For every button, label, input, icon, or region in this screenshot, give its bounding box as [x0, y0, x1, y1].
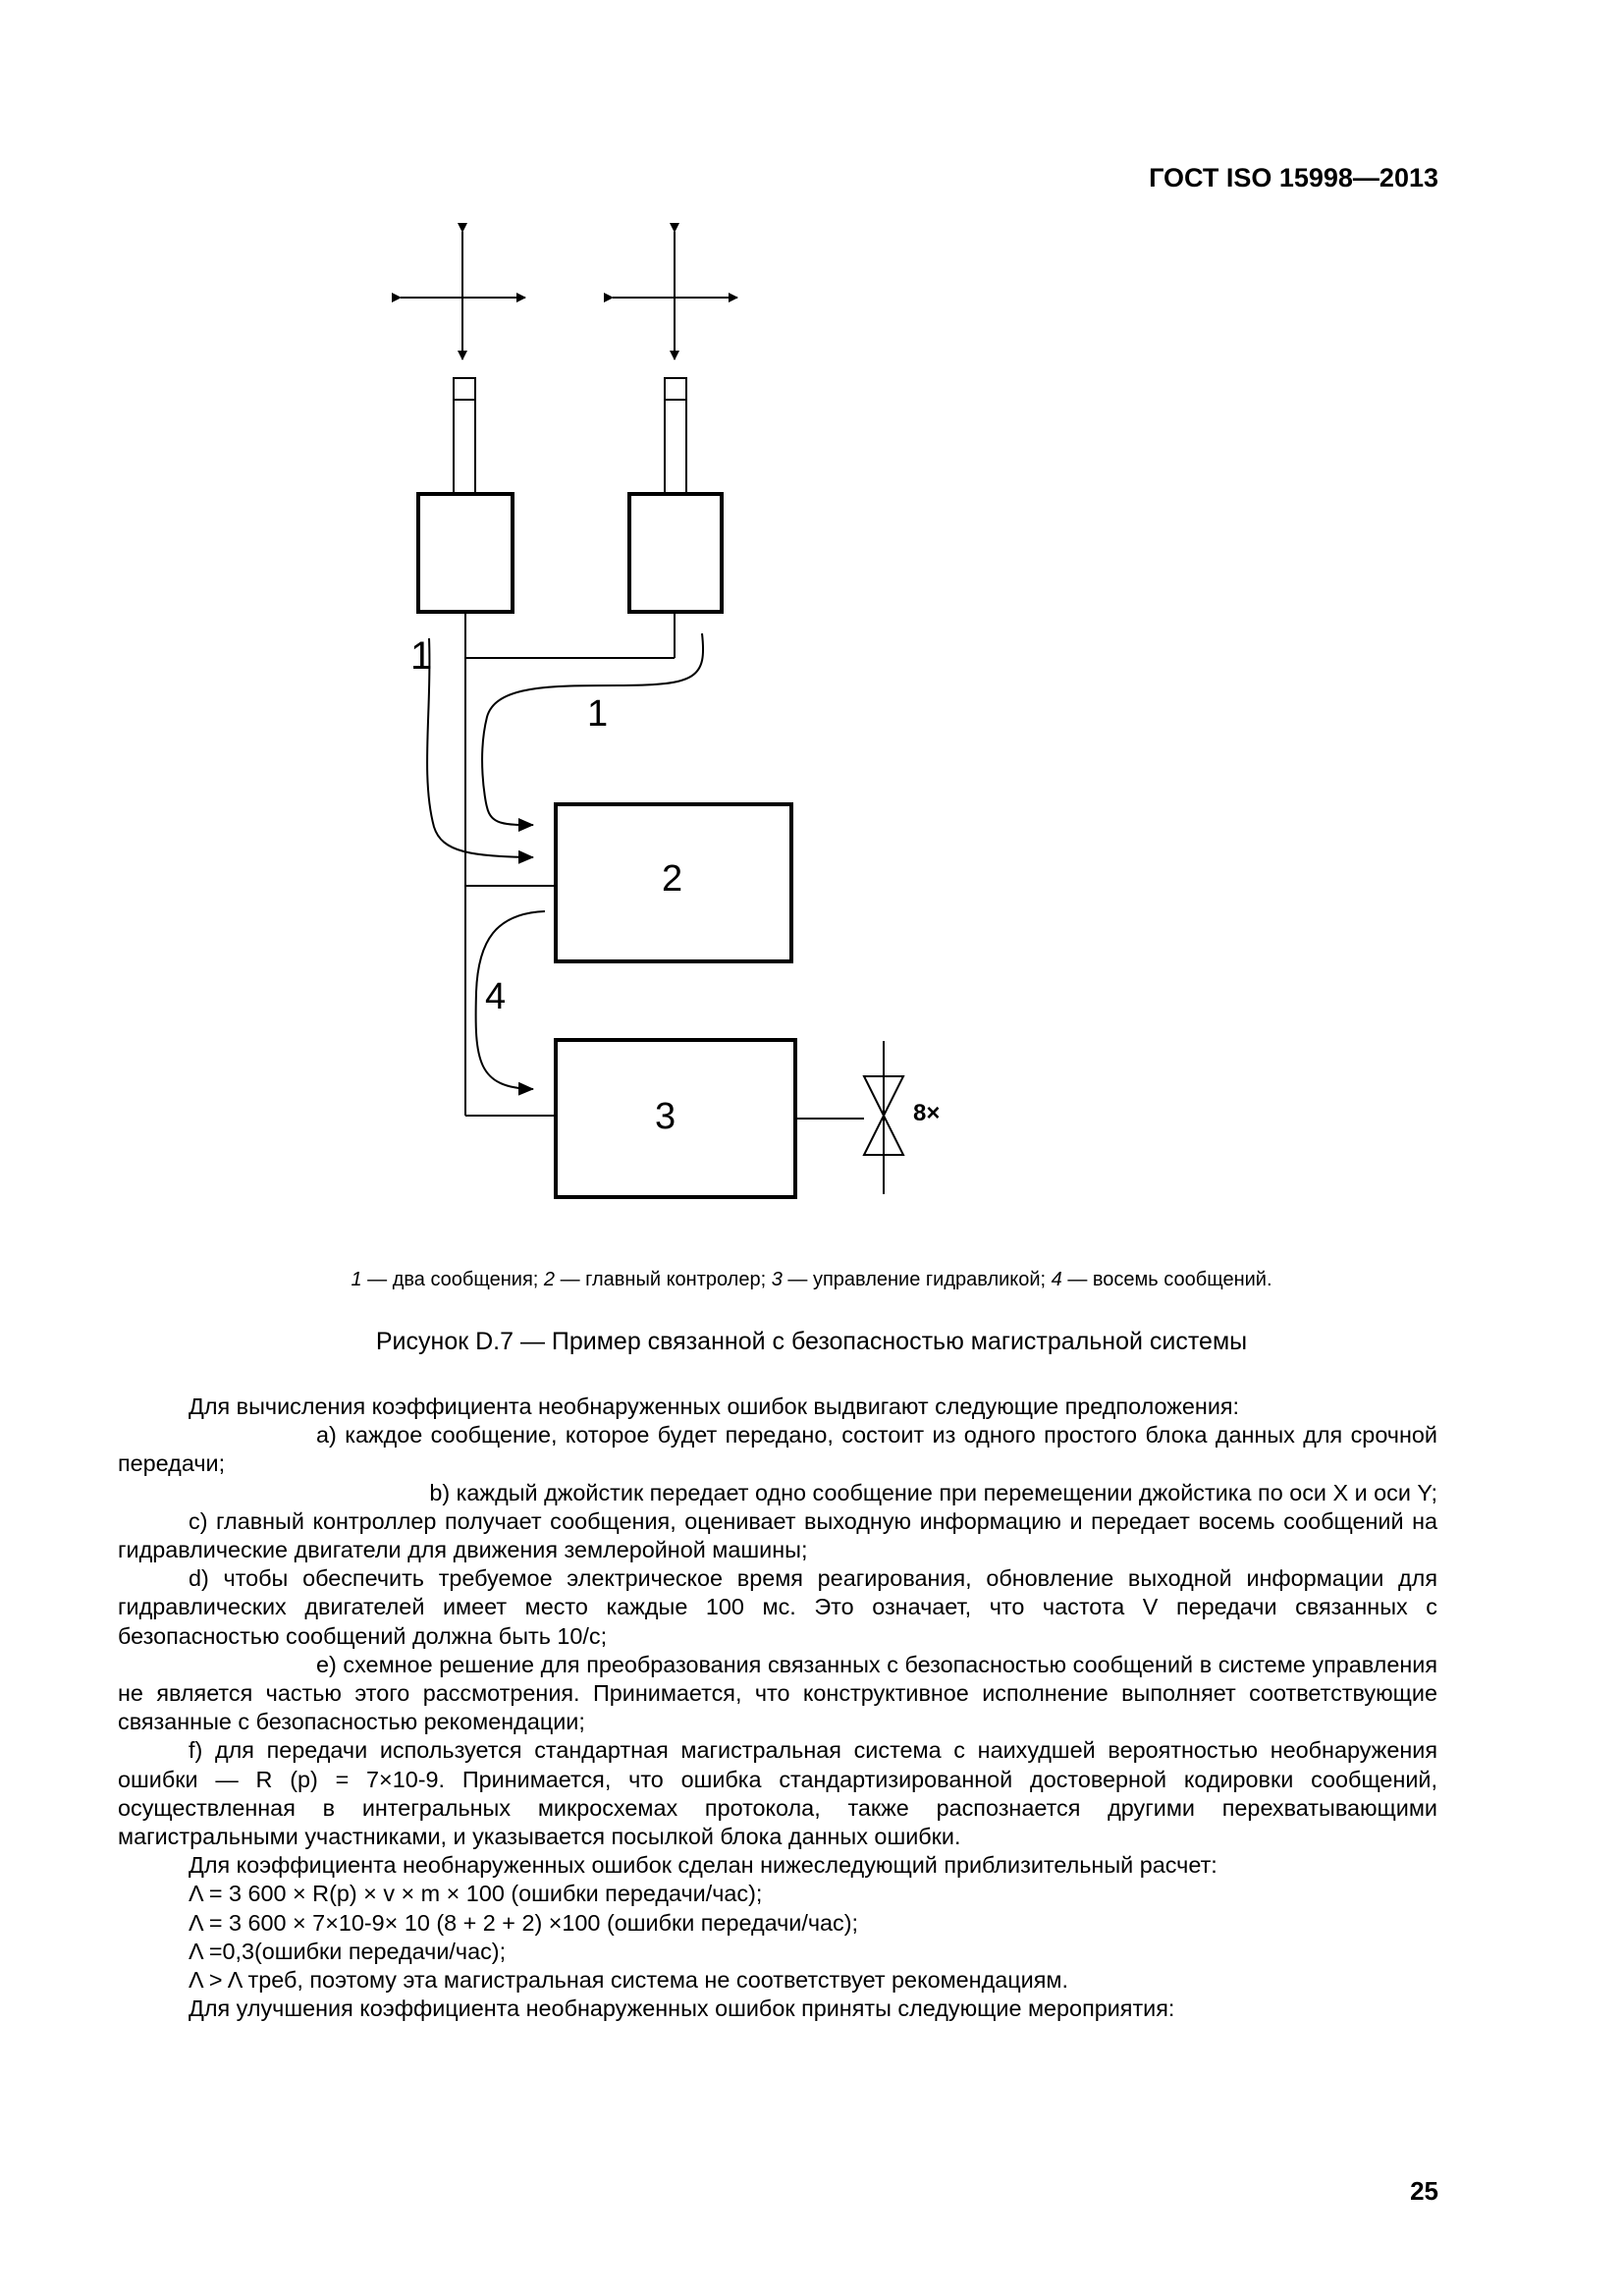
- formula-1: Λ = 3 600 × R(p) × v × m × 100 (ошибки передачи/час);: [189, 1881, 763, 1907]
- paragraph-final: Для улучшения коэффициента необнаруженных ошибок приняты следующие мероприятия:: [189, 1995, 1175, 2022]
- legend-num-1: 1: [351, 1269, 362, 1290]
- paragraph-a: a) каждое сообщение, которое будет передано, состоит из одного простого блока данных для срочной передачи;: [118, 1422, 1437, 1477]
- formula-3: Λ =0,3(ошибки передачи/час);: [189, 1938, 507, 1964]
- formula-2: Λ = 3 600 × 7×10-9× 10 (8 + 2 + 2) ×100 (ошибки передачи/час);: [189, 1909, 859, 1936]
- legend-text-1: — два сообщения;: [361, 1269, 544, 1290]
- paragraph-b: b) каждый джойстик передает одно сообщение при перемещении джойстика по оси X и оси Y;: [429, 1479, 1437, 1505]
- joystick-2: [629, 378, 722, 612]
- label-hydraulics-control: 3: [655, 1096, 676, 1137]
- page-number: 25: [1410, 2176, 1438, 2206]
- label-valve-count: 8×: [913, 1100, 941, 1126]
- formula-4: Λ > Λ треб, поэтому эта магистральная система не соответствует рекомендациям.: [189, 1967, 1068, 1994]
- legend-text-2: — главный контролер;: [555, 1269, 772, 1290]
- legend-text-3: — управление гидравликой;: [782, 1269, 1052, 1290]
- legend-text-4: — восемь сообщений.: [1061, 1269, 1272, 1290]
- label-two-messages-right: 1: [587, 693, 609, 735]
- label-two-messages-left: 1: [410, 634, 433, 678]
- legend-num-2: 2: [543, 1269, 556, 1290]
- hydraulic-valve-icon: [864, 1041, 903, 1194]
- body-text: [118, 1393, 1437, 2023]
- document-id: ГОСТ ISO 15998—2013: [1149, 163, 1438, 192]
- joystick-1-direction-arrows: [401, 232, 525, 359]
- legend-num-3: 3: [771, 1269, 783, 1290]
- figure-legend: [0, 1269, 1623, 1291]
- paragraph-c: c) главный контроллер получает сообщения, оценивает выходную информацию и передает восемь сообщений на гидравлические двигатели для движения землеройной машины;: [118, 1507, 1437, 1563]
- label-eight-messages: 4: [485, 976, 507, 1017]
- legend-num-4: 4: [1051, 1269, 1062, 1290]
- paragraph-intro: Для вычисления коэффициента необнаруженных ошибок выдвигают следующие предположения:: [189, 1394, 1240, 1419]
- figure-caption: Рисунок D.7 — Пример связанной с безопасностью магистральной системы: [375, 1328, 1248, 1355]
- joystick-1: [418, 378, 513, 612]
- paragraph-f: f) для передачи используется стандартная магистральная система с наихудшей вероятностью необнаружения ошибки — R (p) = 7×10-9. Принимается, что ошибка стандартизированной достоверной кодировки сообщений, осуществленная в интегральных микросхемах протокола, также распознается другими перехватывающими магистральными участниками, и указывается посылкой блока данных ошибки.: [118, 1737, 1437, 1850]
- paragraph-calc-intro: Для коэффициента необнаруженных ошибок сделан нижеследующий приблизительный расчет:: [189, 1852, 1217, 1879]
- paragraph-e: e) схемное решение для преобразования связанных с безопасностью сообщений в системе управления не является частью этого рассмотрения. Принимается, что конструктивное исполнение выполняет соответствующие связанные с безопасностью рекомендации;: [118, 1651, 1437, 1735]
- paragraph-d: d) чтобы обеспечить требуемое электрическое время реагирования, обновление выходной информации для гидравлических двигателей имеет место каждые 100 мс. Это означает, что частота V передачи связанных с безопасностью сообщений должна быть 10/с;: [118, 1565, 1437, 1649]
- joystick-2-direction-arrows: [613, 232, 737, 359]
- label-main-controller: 2: [662, 858, 683, 900]
